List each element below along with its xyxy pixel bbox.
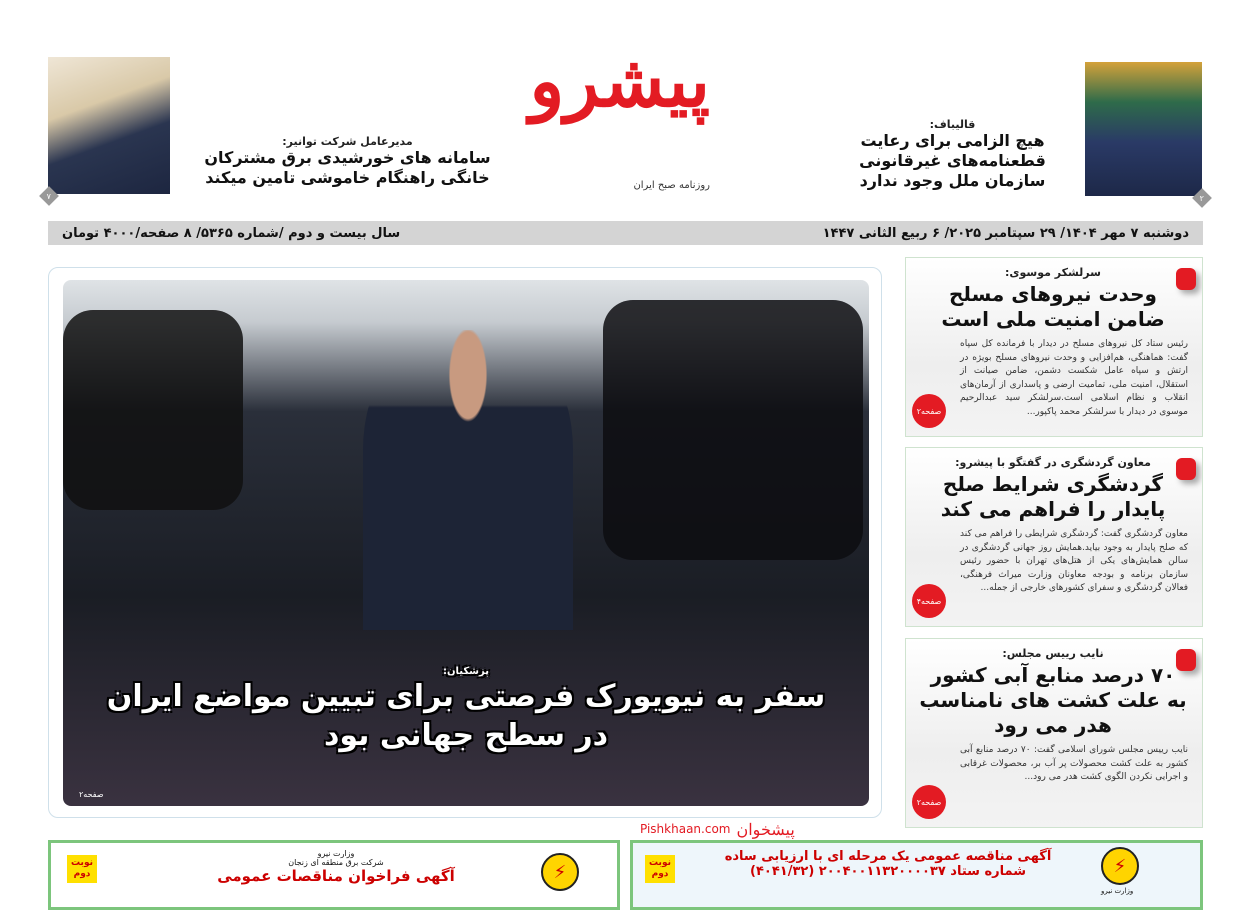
- watermark-logo: پیشخوان: [736, 819, 795, 839]
- kicker: پزشکیان:: [443, 666, 489, 677]
- masthead-logo: [530, 20, 710, 210]
- side-story: [905, 257, 1203, 437]
- camera-shape: [603, 300, 863, 560]
- date: دوشنبه ۷ مهر ۱۴۰۴/ ۲۹ سپتامبر ۲۰۲۵/ ۶ ربیع الثانی ۱۴۴۷: [822, 225, 1189, 241]
- headline: گردشگری شرایط صلح پایدار را فراهم می کند: [940, 472, 1166, 521]
- headline: هیچ الزامی برای رعایت قطعنامه‌های غیرقانونی سازمان ملل وجود ندارد: [859, 131, 1046, 190]
- side-story: [905, 638, 1203, 828]
- page-number-badge: ۷: [39, 186, 59, 206]
- body-text: نایب رییس مجلس شورای اسلامی گفت: ۷۰ درصد منابع آبی کشور به علت کشت محصولات پر آب بر، محصولات غرقابی و اجرایی نکردن الگوی کشت هدر می رود...: [960, 745, 1189, 782]
- headline: ۷۰ درصد منابع آبی کشور به علت کشت های نامناسب هدر می رود: [919, 663, 1187, 737]
- red-bullet-icon: [1176, 268, 1196, 290]
- red-bullet-icon: [1176, 649, 1196, 671]
- headline: وحدت نیروهای مسلح ضامن امنیت ملی است: [941, 282, 1165, 331]
- body-text: رئیس ستاد کل نیروهای مسلح در دیدار با فرمانده کل سپاه گفت: هماهنگی، هم‌افزایی و وحدت نیروهای مسلح بویژه در ارتش و سپاه عامل شکست دشمن، ضامن صیانت از استقلال، امنیت ملی، تمامیت ارضی و پاسداری از آرمان‌های انقلاب و نظام اسلامی است.سرلشکر سید عبدالرحیم موسوی در دیدار با سرلشکر محمد پاکپور...: [960, 339, 1188, 417]
- page-ref-button[interactable]: صفحه۴: [912, 584, 946, 618]
- tavanir-logo-icon: ⚡: [1101, 847, 1139, 885]
- badge: نوبت دوم: [67, 855, 97, 883]
- watermark: [640, 818, 795, 840]
- page-ref-button[interactable]: صفحه۲: [912, 785, 946, 819]
- main-story-text: [69, 666, 863, 755]
- main-story-card: [48, 267, 882, 818]
- headline: سامانه های خورشیدی برق مشترکان خانگی راهنگام خاموشی تامین میکند: [204, 148, 491, 187]
- headline: سفر به نیویورک فرصتی برای تبیین مواضع ایران در سطح جهانی بود: [106, 679, 826, 753]
- kicker: مدیرعامل شرکت توانیر:: [282, 135, 413, 148]
- tavanir-logo-icon: ⚡: [541, 853, 579, 891]
- kicker: معاون گردشگری در گفتگو با پیشرو:: [955, 456, 1151, 469]
- kicker: قالیباف:: [929, 118, 976, 131]
- badge: نوبت دوم: [645, 855, 675, 883]
- ad-text: وزارت نیرو شرکت برق منطقه ای زنجان آگهی فراخوان مناقصات عمومی: [217, 849, 455, 885]
- logo-text: پیشرو: [529, 38, 710, 123]
- side-story: [905, 447, 1203, 627]
- top-left-teaser: [180, 135, 515, 188]
- issue-info: سال بیست و دوم /شماره ۵۳۶۵/ ۸ صفحه/۴۰۰۰ تومان: [62, 225, 401, 241]
- page-ref[interactable]: صفحه۲: [79, 790, 104, 799]
- ministry: وزارت نیرو: [1101, 887, 1134, 895]
- ad-text: آگهی مناقصه عمومی یک مرحله ای با ارزیابی ساده شماره ستاد ۲۰۰۴۰۰۱۱۳۲۰۰۰۰۳۷ (۴۰۴۱/۳۲): [724, 849, 1052, 879]
- camera-shape: [63, 310, 243, 510]
- red-bullet-icon: [1176, 458, 1196, 480]
- kicker: سرلشکر موسوی:: [1005, 266, 1101, 279]
- top-right-teaser: [830, 118, 1075, 191]
- page-number-badge: ۲: [1192, 188, 1212, 208]
- watermark-url: Pishkhaan.com: [640, 822, 731, 836]
- tavanir-ceo-photo: [48, 57, 170, 194]
- ghalibaf-photo: [1085, 62, 1202, 196]
- body-text: معاون گردشگری گفت: گردشگری شرایطی را فراهم می کند که صلح پایدار به وجود بیاید.همایش روز جهانی گردشگری در سالن همایش‌های یکی از هتل‌های تهران با حضور رئیس سازمان برنامه و بودجه معاونان وزارت میراث فرهنگی، فعالان گردشگری و سفرای کشورهای خارجی از جمله...: [960, 529, 1188, 593]
- page-ref-button[interactable]: صفحه۲: [912, 394, 946, 428]
- tagline: روزنامه صبح ایران: [633, 180, 710, 191]
- date-bar: [48, 221, 1203, 245]
- kicker: نایب رییس مجلس:: [1002, 647, 1104, 660]
- president-figure: [363, 330, 573, 630]
